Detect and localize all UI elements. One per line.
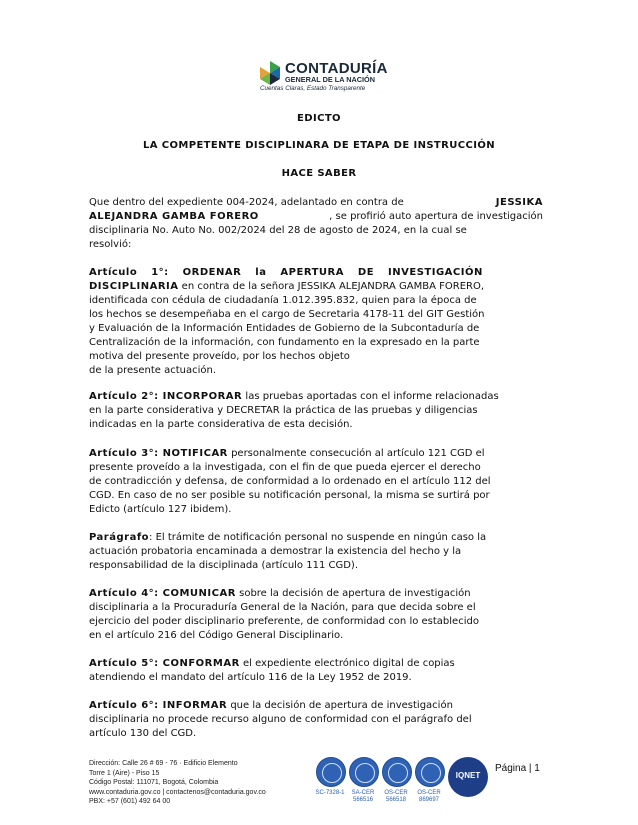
footer-address-line-3: Código Postal: 111071, Bogotá, Colombia	[89, 779, 219, 787]
cert-code-2: SA-CER 566516	[351, 790, 375, 803]
article-1-line-3: identificada con cédula de ciudadanía 1.012.395.832, quien para la época de	[89, 295, 477, 306]
intro-line-3: disciplinaria No. Auto No. 002/2024 del 28 de agosto de 2024, en la cual se	[89, 225, 467, 236]
article-4-heading: Artículo 4°: COMUNICAR	[89, 588, 236, 599]
article-1-line-2: en contra de la señora JESSIKA ALEJANDRA GAMBA FORERO,	[178, 281, 485, 292]
announcement-heading: HACE SABER	[281, 168, 357, 179]
article-2	[89, 390, 543, 432]
article-2-line-3: indicadas en la parte considerativa de esta decisión.	[89, 419, 353, 430]
paragrafo-line-3: responsabilidad de la disciplinada (artículo 111 CGD).	[89, 560, 359, 571]
article-1-line-7: motiva del presente proveído, por los hechos objeto	[89, 351, 350, 362]
paragrafo-line-1: : El trámite de notificación personal no suspende en ningún caso la	[149, 532, 487, 543]
paragrafo-heading: Parágrafo	[89, 532, 150, 543]
footer-address-line-2: Torre 1 (Aire) - Piso 15	[89, 769, 160, 777]
document-title: EDICTO	[297, 113, 341, 124]
cert-code-4: OS-CER 869697	[417, 790, 441, 803]
article-3-heading: Artículo 3°: NOTIFICAR	[89, 448, 228, 459]
article-6-line-3: artículo 130 del CGD.	[89, 728, 197, 739]
article-3-line-2: presente proveído a la investigada, con el fin de que pueda ejercer el derecho	[89, 462, 481, 473]
article-2-line-1: las pruebas aportadas con el informe relacionadas	[242, 391, 499, 402]
footer-address	[89, 759, 266, 807]
cert-code-3: OS-CER 566518	[384, 790, 408, 803]
icontec-seal-icon	[349, 757, 379, 787]
article-1-heading	[89, 266, 543, 280]
intro-line-2: , se profirió auto apertura de investigación	[329, 211, 543, 222]
article-4-line-3: ejercicio del poder disciplinario preferente, de conformidad con lo establecido	[89, 616, 479, 627]
article-5-line-1: el expediente electrónico digital de copias	[239, 658, 455, 669]
article-3-line-5: Edicto (artículo 127 ibidem).	[89, 504, 232, 515]
article-1-line-5: y Evaluación de la Información Entidades de Gobierno de la Subcontaduría de	[89, 323, 480, 334]
article-3-line-4: CGD. En caso de no ser posible su notificación personal, la misma se surtirá por	[89, 490, 490, 501]
authority-heading: LA COMPETENTE DISCIPLINARA DE ETAPA DE INSTRUCCIÓN	[142, 140, 496, 151]
article-4-line-1: sobre la decisión de apertura de investigación	[235, 588, 471, 599]
footer-address-line-4: www.contaduria.gov.co | contactenos@contaduria.gov.co	[89, 788, 266, 796]
paragrafo	[89, 531, 543, 573]
article-6-heading: Artículo 6°: INFORMAR	[89, 700, 228, 711]
paragrafo-line-2: actuación probatoria encaminada a demostrar la existencia del hecho y la	[89, 546, 462, 557]
iqnet-label: IQNET	[455, 771, 481, 780]
article-4-line-2: disciplinaria a la Procuraduría General de la Nación, para que decida sobre el	[89, 602, 476, 613]
icontec-seal-icon	[415, 757, 445, 787]
article-3-line-3: de contradicción y defensa, de conformidad a lo ordenado en el artículo 112 del	[89, 476, 491, 487]
article-1	[89, 266, 543, 378]
logo-tagline: Cuentas Claras, Estado Transparente	[260, 85, 366, 92]
article-1-line-8: de la presente actuación.	[89, 365, 217, 376]
intro-paragraph	[89, 196, 543, 252]
intro-name-2: ALEJANDRA GAMBA FORERO	[89, 211, 259, 222]
footer-address-line-1: Dirección: Calle 26 # 69 - 76 · Edificio Elemento	[89, 760, 238, 767]
cert-code-1: SC-7328-1	[315, 790, 345, 796]
intro-line-4: resolvió:	[89, 239, 132, 250]
article-6-line-2: disciplinaria no procede recurso alguno de conformidad con el parágrafo del	[89, 714, 472, 725]
intro-line-1: Que dentro del expediente 004-2024, adelantado en contra de	[89, 197, 404, 208]
article-1-line-6: Centralización de la información, con fundamento en la expresado en la parte	[89, 337, 480, 348]
article-2-line-2: en la parte considerativa y DECRETAR la práctica de las pruebas y diligencias	[89, 405, 478, 416]
page-number: Página | 1	[495, 763, 540, 774]
article-2-heading: Artículo 2°: INCORPORAR	[89, 391, 243, 402]
logo-title: CONTADURÍA	[285, 60, 388, 77]
logo-subtitle: GENERAL DE LA NACIÓN	[285, 75, 375, 84]
article-4	[89, 587, 543, 643]
article-5	[89, 657, 543, 685]
article-6	[89, 699, 543, 741]
article-4-line-4: en el artículo 216 del Código General Disciplinario.	[89, 630, 344, 641]
intro-name-1: JESSIKA	[495, 197, 543, 208]
iqnet-seal-icon	[448, 757, 488, 797]
article-5-line-2: atendiendo el mandato del artículo 116 de la Ley 1952 de 2019.	[89, 672, 412, 683]
icontec-seal-icon	[316, 757, 346, 787]
article-5-heading: Artículo 5°: CONFORMAR	[89, 658, 240, 669]
contaduria-logo	[258, 60, 388, 96]
footer-address-line-5: PBX: +57 (601) 492 64 00	[89, 798, 171, 806]
article-3-line-1: personalmente consecución al artículo 121 CGD el	[227, 448, 485, 459]
article-1-line-4: los hechos se desempeñaba en el cargo de Secretaria 4178-11 del GIT Gestión	[89, 309, 485, 320]
icontec-seal-icon	[382, 757, 412, 787]
contaduria-emblem-icon	[258, 60, 282, 86]
article-1-bold: DISCIPLINARIA	[89, 281, 179, 292]
article-3	[89, 447, 543, 517]
article-1-heading-text: Artículo 1°: ORDENAR la APERTURA DE INVESTIGACIÓN	[89, 267, 483, 278]
article-6-line-1: que la decisión de apertura de investigación	[227, 700, 453, 711]
